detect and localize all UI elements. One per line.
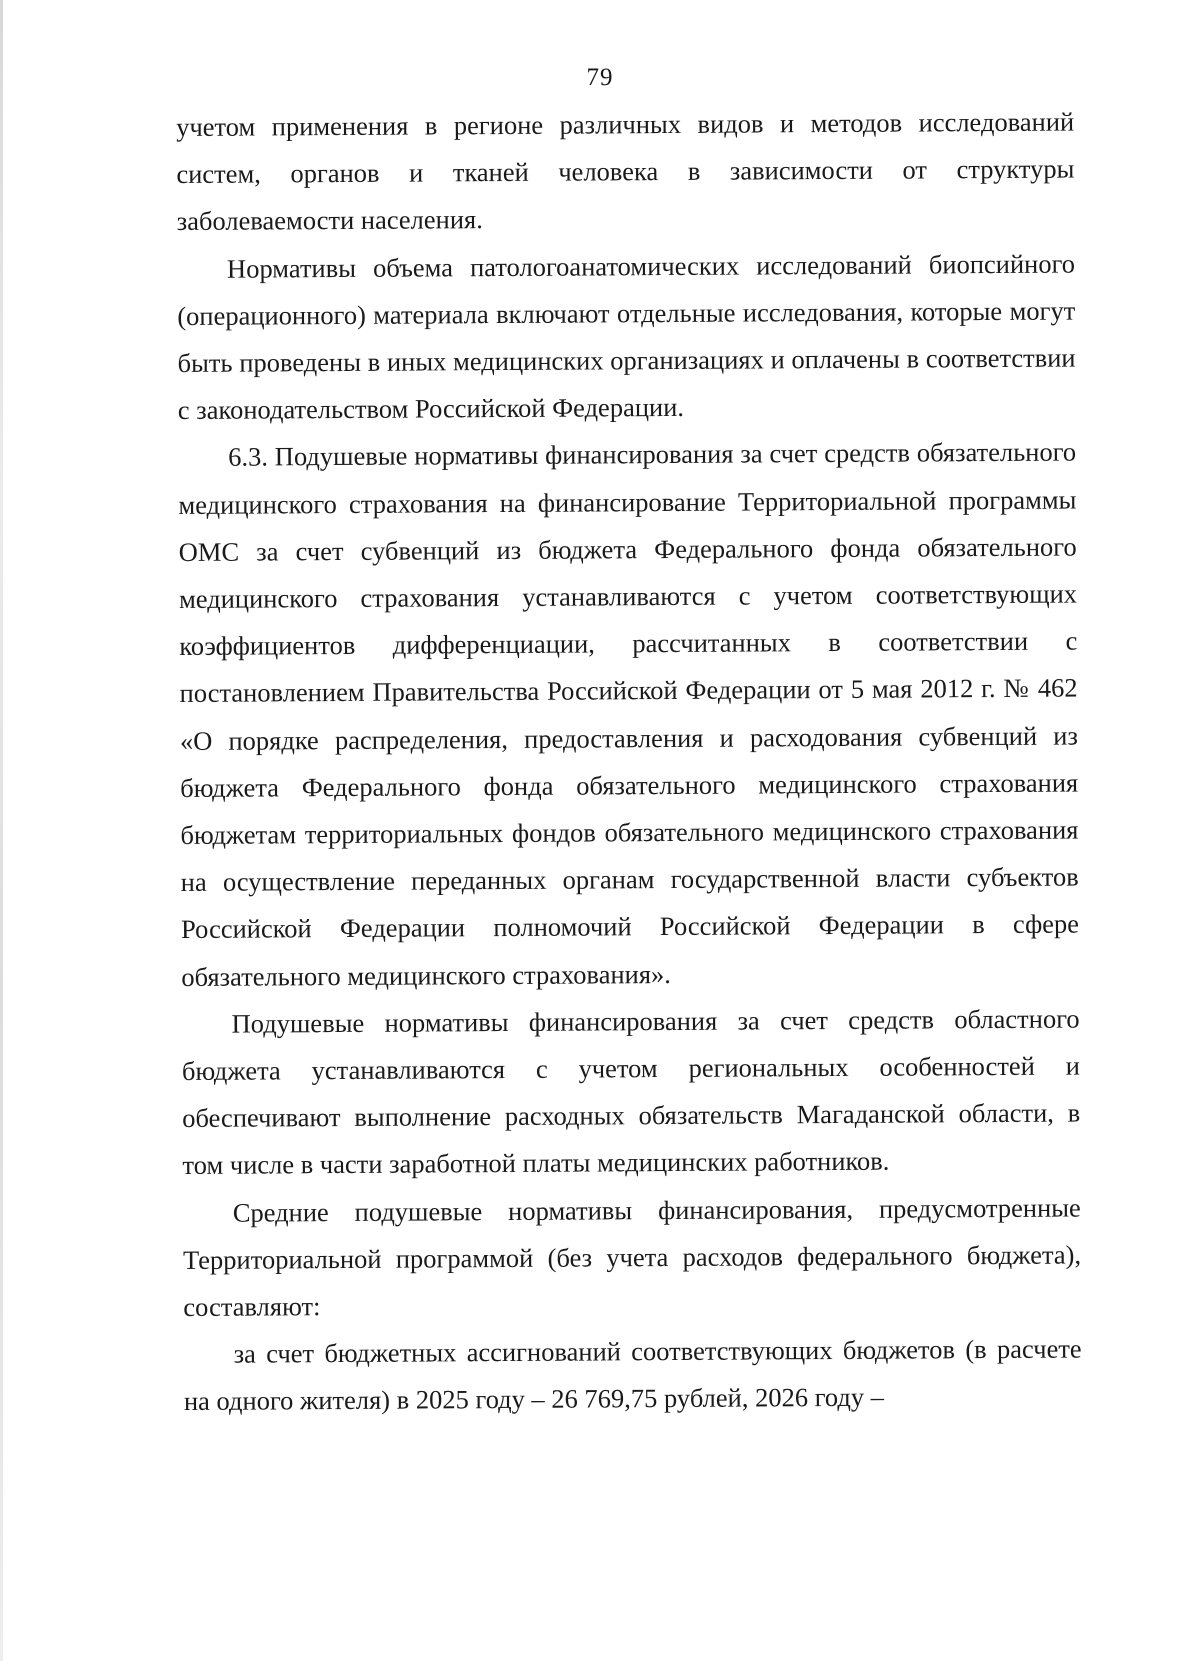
paragraph-section-6-3: 6.3. Подушевые нормативы финансирования за счет средств обязательного медицинского страхования на финансирование Территориальной программы ОМС за счет субвенций из бюджета Федерального фонда обязательного медицинского страхования устанавливаются с учетом соответствующих коэффициентов дифференциации, рассчитанных в соответствии с постановлением Правительства Российской Федерации от 5 мая 2012 г. № 462 «О порядке распределения, предоставления и расходования субвенций из бюджета Федерального фонда обязательного медицинского страхования бюджетам территориальных фондов обязательного медицинского страхования на осуществление переданных органам государственной власти субъектов Российской Федерации полномочий Российской Федерации в сфере обязательного медицинского страхования».: [178, 436, 1080, 992]
scan-edge: [0, 0, 3, 1661]
document-body: [176, 99, 1082, 1426]
paragraph-regional-budget: Подушевые нормативы финансирования за счет средств областного бюджета устанавливаются с учетом региональных особенностей и обеспечивают выполнение расходных обязательств Магаданской области, в том числе в части заработной платы медицинских работников.: [181, 1003, 1081, 1181]
paragraph-budget-allocations: за счет бюджетных ассигнований соответствующих бюджетов (в расчете на одного жителя) в 2025 году – 26 769,75 рублей, 2026 году –: [183, 1333, 1082, 1417]
page-number: 79: [586, 64, 614, 91]
paragraph-pathology-norms: Нормативы объема патологоанатомических исследований биопсийного (операционного) материала включают отдельные исследования, которые могут быть проведены в иных медицинских организациях и оплачены в соответствии с законодательством Российской Федерации.: [177, 248, 1076, 426]
paragraph-continuation: учетом применения в регионе различных видов и методов исследований систем, органов и тканей человека в зависимости от структуры заболеваемости населения.: [176, 106, 1075, 237]
paragraph-average-norms: Средние подушевые нормативы финансирования, предусмотренные Территориальной программой (без учета расходов федерального бюджета), составляют:: [182, 1192, 1082, 1323]
